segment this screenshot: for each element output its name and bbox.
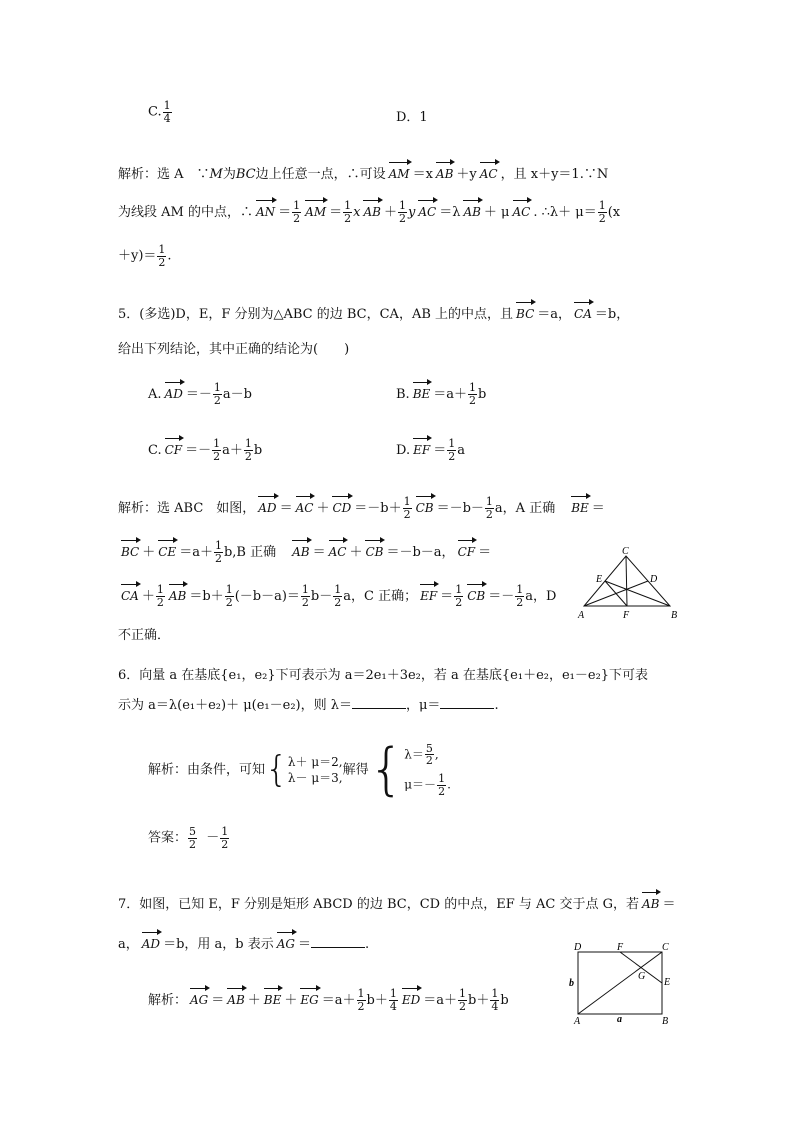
q5-solution-line3: CA ＋ $\frac{1}{2}$ AB ＝b＋ $\frac{1}{2}$ (－b－a)＝ $\frac{1}{2}$ b－ $\frac{1}{2}$ a，C 正确； EF ＝ $\frac{1}{2}$ CB ＝－ $\frac{1}{2}$ a，D: [121, 583, 557, 609]
q6-blank-mu[interactable]: [440, 708, 494, 709]
q7-blank-ag[interactable]: [311, 947, 365, 948]
label-a: A: [574, 1016, 581, 1026]
q5-option-c: C. CF ＝－ $\frac{1}{2}$ a＋ $\frac{1}{2}$ b: [148, 437, 263, 463]
q5-solution-line2: BC ＋ CE ＝a＋ $\frac{1}{2}$ b,B 正确 AB ＝ AC ＋ CB ＝－b－a， CF ＝: [121, 539, 492, 565]
q7-rectangle-figure: [566, 940, 678, 1026]
q5-stem-line1: 5．(多选)D，E，F 分别为△ABC 的边 BC，CA，AB 上的中点，且 BC ＝a， CA ＝b，: [118, 300, 676, 322]
q5-option-b: B. BE ＝a＋ $\frac{1}{2}$ b: [396, 381, 487, 407]
q6-blank-lambda[interactable]: [352, 708, 406, 709]
label-c: C: [662, 942, 669, 953]
label-a: A: [578, 610, 585, 621]
q4-option-c: C. $\frac{1}{4}$: [148, 99, 171, 125]
q7-stem-line2: a， AD ＝b，用 a，b 表示 AG ＝ .: [118, 930, 676, 952]
q5-solution-line1: 解析：选 ABC 如图， AD ＝ AC ＋ CD ＝－b＋ $\frac{1}{2}$ CB ＝－b－ $\frac{1}{2}$ a，A 正确 BE ＝: [118, 495, 605, 521]
label-e: E: [596, 574, 603, 585]
q4-solution-line1: 解析：选 A ∵M为BC边上任意一点，∴可设 AM ＝x AB ＋y AC ，且 x＋y＝1.∵N: [118, 160, 676, 182]
label-b: B: [671, 610, 678, 621]
label-vec-a: a: [617, 1014, 622, 1025]
label-g: G: [638, 971, 646, 982]
q5-stem-line2: 给出下列结论，其中正确的结论为( ): [118, 342, 350, 357]
segment-cf: [626, 556, 627, 606]
label-b: B: [662, 1016, 669, 1026]
q4-option-d: D．1: [396, 110, 428, 125]
q6-solution: 解析：由条件，可知{ λ＋ μ＝2, λ－ μ＝3, 解得{ λ＝ $\frac{5}{2}$ , μ＝－ $\frac{1}{2}$ .: [148, 737, 451, 802]
q5-option-a: A. AD ＝－ $\frac{1}{2}$ a－b: [148, 381, 252, 407]
label-d: D: [650, 574, 658, 585]
segment-ac: [578, 952, 662, 1014]
q7-stem-line1: 7．如图，已知 E，F 分别是矩形 ABCD 的边 BC，CD 的中点，EF 与 AC 交于点 G，若 AB ＝: [118, 890, 676, 912]
q6-stem-line1: 6．向量 a 在基底{e₁，e₂}下可表示为 a＝2e₁＋3e₂，若 a 在基底{e₁＋e₂，e₁－e₂}下可表: [118, 668, 649, 683]
label-e: E: [664, 977, 671, 988]
q5-option-d: D. EF ＝ $\frac{1}{2}$ a: [396, 437, 465, 463]
label-f: F: [617, 942, 624, 953]
q5-triangle-figure: [576, 546, 680, 624]
q4-solution-line3: ＋y)＝ $\frac{1}{2}$ .: [118, 243, 172, 269]
q4-solution-line2: 为线段 AM 的中点，∴ AN ＝ $\frac{1}{2}$ AM ＝ $\frac{1}{2}$ x AB ＋ $\frac{1}{2}$ y AC ＝λ AB ＋ μ AC . ∴λ＋ μ＝ $\frac{1}{2}$ (x: [118, 199, 621, 225]
label-c: C: [622, 546, 629, 557]
label-vec-b: b: [569, 978, 574, 989]
q6-stem-line2: 示为 a＝λ(e₁＋e₂)＋ μ(e₁－e₂)，则 λ＝ ，μ＝ .: [118, 698, 499, 713]
q6-answer: 答案： $\frac{5}{2}$ － $\frac{1}{2}$: [148, 825, 229, 851]
label-f: F: [623, 610, 630, 621]
label-d: D: [574, 942, 582, 953]
q5-solution-line4: 不正确．: [118, 628, 171, 643]
q7-solution: 解析： AG ＝ AB ＋ BE ＋ EG ＝a＋ $\frac{1}{2}$ b＋ $\frac{1}{4}$ ED ＝a＋ $\frac{1}{2}$ b＋ $\frac{1}{4}$ b: [148, 987, 509, 1013]
